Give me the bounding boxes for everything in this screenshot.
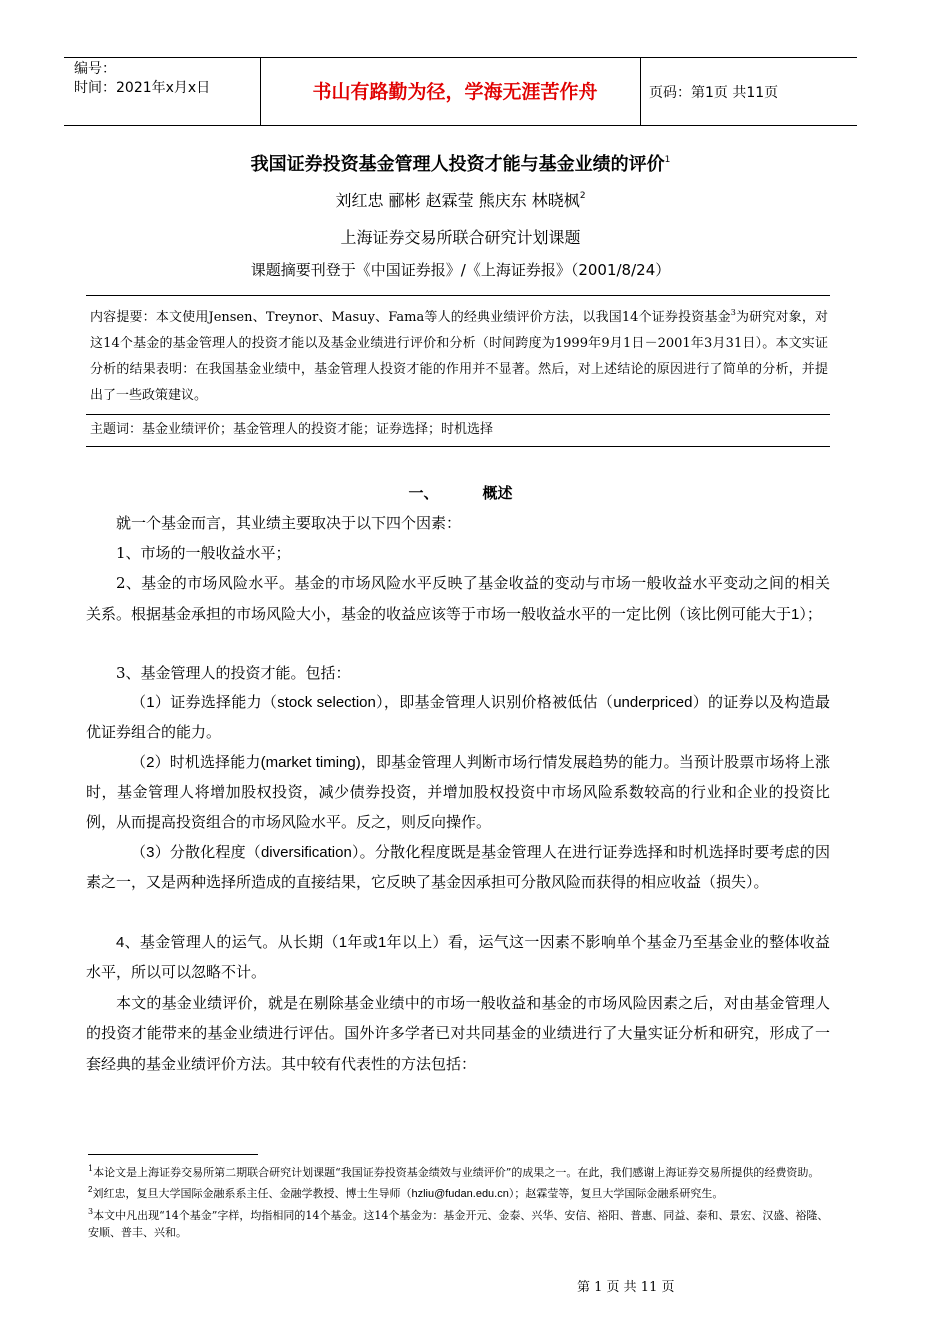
body-paragraph: 4、基金管理人的运气。从长期（1年或1年以上）看，运气这一因素不影响单个基金乃至基金业的整体收益水平，所以可以忽略不计。 bbox=[86, 934, 830, 981]
body-paragraph: （3）分散化程度（diversification）。分散化程度既是基金管理人在进行证券选择和时机选择时要考虑的因素之一，又是两种选择所造成的直接结果，它反映了基金因承担可分散风险而获得的相应收益（损失）。 bbox=[86, 844, 830, 891]
page-footer: 第 1 页 共 11 页 bbox=[577, 1280, 675, 1295]
authors-footnote-mark: 2 bbox=[579, 191, 586, 201]
page-header bbox=[64, 52, 857, 126]
header-divider bbox=[260, 57, 261, 126]
abstract-footnote-mark: 3 bbox=[730, 308, 736, 317]
abstract-mid-rule bbox=[86, 414, 830, 415]
body-paragraph: 2、基金的市场风险水平。基金的市场风险水平反映了基金收益的变动与市场一般收益水平变动之间的相关关系。根据基金承担的市场风险大小，基金的收益应该等于市场一般收益水平的一定比例（该比例可能大于1）； bbox=[86, 574, 830, 623]
body-paragraph: （2）时机选择能力(market timing)，即基金管理人判断市场行情发展趋势的能力。当预计股票市场将上涨时，基金管理人将增加股权投资，减少债券投资，并增加股权投资中市场风险系数较高的行业和企业的投资比例，从而提高投资组合的市场风险水平。反之，则反向操作。 bbox=[86, 754, 830, 831]
header-time: 时间：2021年x月x日 bbox=[74, 80, 211, 96]
footnote-3: $^3$本文中凡出现“14个基金”字样，均指相同的14个基金。这14个基金为：基金开元、金泰、兴华、安信、裕阳、普惠、同益、泰和、景宏、汉盛、裕隆、安顺、普丰、兴和。 bbox=[88, 1207, 829, 1239]
footnotes bbox=[88, 1160, 832, 1241]
paper-title: 我国证券投资基金管理人投资才能与基金业绩的评价$^1$ bbox=[250, 154, 671, 175]
header-motto: 书山有路勤为径，学海无涯苦作舟 bbox=[312, 81, 598, 103]
keywords: 主题词：基金业绩评价；基金管理人的投资才能；证券选择；时机选择 bbox=[90, 422, 494, 437]
section-heading bbox=[64, 482, 857, 503]
header-bottom-rule bbox=[64, 125, 857, 126]
body-paragraph: 本文的基金业绩评价，就是在剔除基金业绩中的市场一般收益和基金的市场风险因素之后，对由基金管理人的投资才能带来的基金业绩进行评估。国外许多学者已对共同基金的业绩进行了大量实证分析和研究，形成了一套经典的基金业绩评价方法。其中较有代表性的方法包括： bbox=[86, 994, 830, 1073]
section-number: 一、 bbox=[408, 485, 439, 502]
header-page-number: 页码：第1页 共11页 bbox=[649, 85, 779, 101]
abstract-text: 内容提要：本文使用Jensen、Treynor、Masuy、Fama等人的经典业绩评价方法，以我国14个证券投资基金$^3$为研究对象，对这14个基金的基金管理人的投资才能以及基金业绩进行评价和分析（时间跨度为1999年9月1日－2001年3月31日）。本文实证分析的结果表明：在我国基金业绩中，基金管理人投资才能的作用并不显著。然后，对上述结论的原因进行了简单的分析，并提出了一些政策建议。 bbox=[90, 308, 828, 403]
paper-subtitle: 上海证券交易所联合研究计划课题 bbox=[340, 228, 581, 247]
body-paragraph: 3、基金管理人的投资才能。包括： bbox=[116, 664, 351, 682]
body-paragraph: 1、市场的一般收益水平； bbox=[116, 544, 291, 562]
title-footnote-mark: 1 bbox=[664, 155, 671, 165]
footnote-1: $^1$本论文是上海证券交易所第二期联合研究计划课题“我国证券投资基金绩效与业绩评价”的成果之一。在此，我们感谢上海证券交易所提供的经费资助。 bbox=[88, 1164, 820, 1179]
header-meta bbox=[74, 60, 210, 98]
body-paragraph: （1）证券选择能力（stock selection），即基金管理人识别价格被低估（underpriced）的证券以及构造最优证券组合的能力。 bbox=[86, 694, 830, 741]
header-number: 编号： bbox=[74, 61, 116, 77]
footnote-2: $^2$刘红忠，复旦大学国际金融系系主任、金融学教授、博士生导师（hzliu@fudan.edu.cn）；赵霖莹等，复旦大学国际金融系研究生。 bbox=[88, 1185, 724, 1200]
section-title: 概述 bbox=[482, 485, 513, 502]
header-divider bbox=[640, 57, 641, 126]
publication-note: 课题摘要刊登于《中国证券报》/《上海证券报》（2001/8/24） bbox=[250, 261, 671, 279]
paper-authors: 刘红忠 郦彬 赵霖莹 熊庆东 林晓枫$^2$ bbox=[335, 191, 586, 210]
abstract-bottom-rule bbox=[86, 446, 830, 447]
body-paragraph: 就一个基金而言，其业绩主要取决于以下四个因素： bbox=[116, 514, 462, 532]
footnote-separator bbox=[88, 1154, 258, 1155]
header-top-rule bbox=[64, 57, 857, 58]
abstract-top-rule bbox=[86, 295, 830, 296]
